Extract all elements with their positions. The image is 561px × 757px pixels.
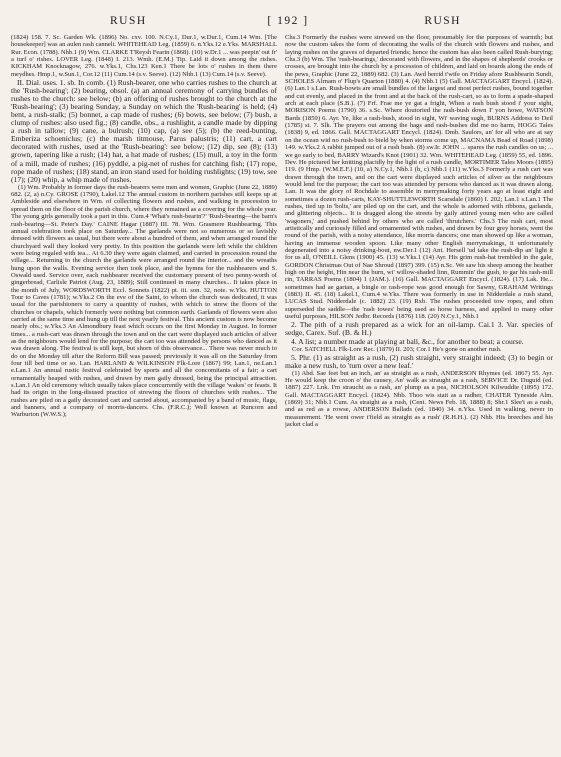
citation-block: Cor. SATCHELL Flk-Lore Rec. (1879) II. 203; Cor.1 He's gone on another rush. [292, 345, 502, 353]
page-number: [ 192 ] [267, 15, 309, 27]
sense-paragraph: 5. Phr. (1) as straight as a rush, (2) rush straight, very straight indeed; (3) to begin or make a new rush, to 'turn over a new leaf.' [285, 352, 553, 370]
left-column [11, 34, 277, 756]
headword-right: RUSH [424, 15, 461, 27]
citation-block: (1824) 158. 7. Sc. Garden Wk. (1896) No. cxv. 100. N.Cy.1, Dur.1, w.Dur.1, Cum.14 Wm. [The housekeeper] was an aulen rash cannelt. WHITEHEAD Leg. (1859) 6. n.Yks.12 e.Yks. MARSHALL Rur. Econ. (1788). Nhb.1 (9) Wm. CLARKE T'Reysh Fearin (1868). (10) w.Dr.1 ... was peepin' out fr' a turf o' rishes. LOVER Leg. (1848) I. 213. Wmh. (E.M.) Tip. Laid it down among the rishes. KICKHAM Knocknagow, 276. w.Yks.1, Chs.123 Ken.1 There be lots o' rushes in them there meydhes. Hmp.1, w.Sun.1, Cor.12 (11) Cum.14 (s.v. Seeve). (12) Nhb.1 (13) Cum.14 (s.v. Seeve). [11, 34, 277, 78]
right-column [285, 34, 553, 756]
sense-paragraph: 4. A list; a number made at playing at ball, &c., for another to beat; a course. [291, 336, 524, 346]
column-gutter [281, 34, 282, 754]
sense-paragraph: 2. The pith of a rush prepared as a wick for an oil-lamp. Cai.1 3. Var. species of sedge, Carex. Suf. (B. & H.) [285, 319, 553, 337]
quotation-block: Chs.3 Formerly the rushes were strewed on the floor, presumably for the purposes of warmth; but now the custom takes the form of decorating the walls of the church with flowers and rushes, and laying rushes on the graves of departed friends; hence the custom has also been called Rush-burying; Chs.3 (b) Wm. The 'rush-bearings,' decorated with flowers, and in the shapes of shepherds' crooks or crosses, are brought into the church by a procession of children, and laid on boards along the ends of the pews, Graphic (June 22, 1889) 682. (3) Lan. Awd berrid t'wife on Friday afore Rushbearin Sundi, SCHOLES Alrnam o' Flup's Quarton (1880) 4. (4) Nhb.1 (5) Gall. MACTAGGART Encycl. (1824). (6) Lan.1 s.Lan. Rush-bowts are small bundles of the largest and most perfect rushes, bound together and cut evenly, and placed in the front and at the back of the rush-cart, so as to form a spade-shaped arch at each place (S.B.). (7) Frf. Frae me ye gat a fright, When a rash bush stood i' your sight, MORISON Poems (1790) 36. s.Sc. Where doutoried the rash-bush down I' yon howe, WATSON Bards (1859) 6. Ayr. Ye, like a rash-bush, stood in sight, Wi' waving sugh, BURNS Address to Deil (1785) st. 7. Slk. The prayers out among the hags and rash-bushes did me no harm, HOGG Tales (1838) 9, ed. 1866. Gall. MACTAGGART Encycl. (1824). Dmb. Saulors, an' for all who are at say on the ocean wid no rush-bush to bield by when storms come up, MACNAMA Bead of Road (1898) 149. w.Yks.2 A rabbit jumped out of a rush bush. (8) sw.Ir. JOHN ... spares the rush candles on us; ... we go early to bed, BARRY Wizard's Knot (1901) 32. Wm. WHITEHEAD Leg. (1859) 55, ed. 1896. Dev. He pictured her knitting placidly by the light of a rush candle, MORTIMER Tales Moors (1895) 119. (9 Hmp. (W.M.E.F.) (10, a) N.Cy.1, Nhb.1 (b, c) Nhb.1 (11) w.Yks.3 Formerly a rush cart was drawn through the town, and on the cart were displayed such articles of silver as the neighbours would lend for the purpose; the cart too was attended by persons who danced as it was drawn along. Lan. It was the glory of Rochdale to assemble in merrymaking forty years ago at least eight and sometimes a dozen rush-carts, KAY-SHUTTLEWORTH Scarsdale (1860) I. 202; Lan.1 s.Lan.1 The rushes, tied up in 'bolts,' are piled up on the cart, and the whole is adorned with ribbons, garlands, and glittering objects... It is dragged along the streets by gaily attired young men who are called 'wagoners,' and pushed behind by others who are called 'thrutchers.' Chs.3 The rush cart, most artistically and curiously filled and ornamented with rushes, and drawn by four grey horses, went the round of the parish, with a noisy attendance, like morris dancers; one man showed up like a woman, having an immense wooden spoon. Like many other English merrymakings, it unfortunately degenerated into a noisy drinking-bout, nw.Der.1 (12) Ant. Hersell 'ud take the rush-dip an' light it for us all, O'NEILL Glens (1900) 45. (13) w.Yks.1 (14) Ayr. His grim rush-hat trembled in the gale, GORDON Christmas Out of Nae Shroud (1897) 399. (15) n.Sc. We saw his sheep among the heather high on the height, Hin near the burn, wi' willow-shaded linn, Rummin' the gush, to gar his rash-mill rin, TARRAS Poems (1804) 1 (JAM.). (16) Gall. MACTAGGART Encycl. (1824). (17) Lak. He... sometimes had ae gartan, a bingle or rash-rope was good enough for Sawny, GRAHAM Writings (1883) II. 45. (18) Lakel.1, Cum.4 w.Yks. There was formerly in use in Nidderdale a rush stand, LUCAS Stud. Nidderdale (c. 1882) 23. (19) Rxb. The rushes proceeded tow ropes, and often superseded the saddle—the 'rash towes' being used as horse harness, and applied to many other useful purposes, HILSON Jedbr. Records (1876) 118. (20) N.Cy.1, Nhb.1 [285, 34, 553, 321]
headword-left: RUSH [110, 15, 147, 27]
quotation-block: (1) Abd. Sae feet but an inch, an' as straight as a rush, ANDERSON Rhymes (ed. 1867) 55. Ayr. He would keep the croon o' the causey, An' walk as straught as a rash, SERVICE Dr. Duguid (ed. 1887) 227. Lnk. I'm straucht as a rash, an' plump as a pea, NICHOLSON Kilwuddie (1895) 172. Gall. MACTAGGART Encycl. (1824). Nhb. Thoo wis stait as a radher, CHATER Tyneside Alm. (1869) 31; Nhb.1 Cum. As straight as a rush, (Cent. News Feb. 18, 1888) 8; Shr.1 Slee't as a rush, and as red as a rowse, ANDERSON Ballads (ed. 1840) 34. n.Yks. Used in walking, never in measurement. 'He went ower t'field as straight as a rush' (R.H.H.). (2) Nhb. His breeches and his jacket clad a [285, 369, 553, 429]
sense-paragraph: II. Dial. uses. 1. sb. In comb. (1) Rush-bearer, one who carries rushes to the church at the 'Rush-bearing'; (2) bearing, obsol. (a) an annual ceremony of carrying bundles of rushes to the church: see below; (b) an offering of rushes brought to the church at the 'Rush-bearing'; (3) bearing Sunday, a Sunday on which the 'Rush-bearing' is held; (4) bent, a rush-stalk; (5) bonnet, a cap made of rushes; (6) bowts, see below; (7) bush, a clump of rushes: also used fig.; (8) candle, obs., a rushlight, a candle made by dipping a rush in tallow; (9) cane, a bulrush; (10) cap, (a) see (5); (b) the reed-bunting, Emberiza schoeniclus; (c) the marsh titmouse, Parus palustris; (11) cart, a cart decorated with rushes, used at the 'Rush-bearing': see below; (12) dip, see (8); (13) grown, tapering like a rush; (14) hat, a hat made of rushes; (15) mull, a toy in the form of a mill, made of rushes; (16) pyddle, a pig-net of rushes for catching fish; (17) rope, rope made of rushes; (18) stand, an iron stand used for holding rushlights; (19) tow, see (17); (20) whip, a whip made of rushes. [11, 77, 277, 184]
running-head [10, 15, 551, 31]
quotation-block: (1) Wm. Probably in former days the rush-bearers were men and women, Graphic (June 22, 1889) 682. (2, a) n.Cy. GROSE (1790), Lakel.12 The annual custom in northern parishes still keeps up at Ambleside and elsewhere in Wm. of collecting flowers and rushes, and walking in procession to spread them on the floor of the parish church, where they remained as a covering for the whole year. The young girls generally took a part in this. Cum.4 'What's rush-bearin'?' 'Rush-bearing—the barn's rush-bearing—St. Peter's Day.' CAINE Hagar (1887) III. 78. Wm. Grasmere Rushbearing. This annual celebration took place on Saturday... The garlands were not so numerous or so lavishly dressed with flowers as usual, but there were about a hundred of them, and when arranged round the churchyard wall they looked very pretty. In this position the garlands were left while the children were being regaled with tea... At 6.30 they were again claimed, and carried in procession round the village... Returning to the church the garlands were arranged round the interior... and the wreaths hung upon the walls. Evening service then took place, and the hymns for the rushbearers and S. Oswald used. Service over, each rushbearer received the customary present of two penny-worth of gingerbread, Carlisle Patriot (Aug. 23, 1889); Still continued in many churches... It takes place in the month of July, WORDSWORTH Eccl. Sonnets (1822) pt. iii. son. 32, note. w.Yks. HUTTON Tour to Caves (1781); w.Yks.2 On the eve of the Saint, to whom the church was dedicated, it was usual for the parishioners to carry a quantity of rushes, with which to strew the floors of the churches or chapels, which formerly were nothing but common earth. Garlands of flowers were also carried at the same time and hung up till the next yearly festival. This ancient custom is now become nearly obs.; w.Yks.3 An Almondbury feast which occurs on the first Monday in August. In former times... a rush-cart was drawn through the town and on the cart were displayed such articles of silver as the neighbours would lend for the purpose; the cart too was attended by persons who danced as it was drawn along. The festival is still kept, but shorn of this observance... There was never much to do on the Monday till after the Reform Bill was passed; previously it was all on the Saturday from four till bed time or so. Lan. HARLAND & WILKINSON Flk-Lore (1867) 99; Lan.1, ne.Lan.1 e.Lan.1 An annual rustic festival celebrated by sports and all the concomitants of a fair; a cart ornamentally heaped with rushes, and drawn by men gaily dressed, being the principal attraction. s.Lan.1 An old ceremony which usually takes place concurrently with the village 'wakes' or feasts. It had its origin in the long-disused practice of strewing the floors of churches with rushes... The rushes are piled on a gaily decorated cart and carried about, accompanied by a band of music, flags, and banners, and a company of morris-dancers. Chs. (F.R.C.); Well known at Runcorn and Warburton (W.W.S.); [11, 183, 277, 419]
